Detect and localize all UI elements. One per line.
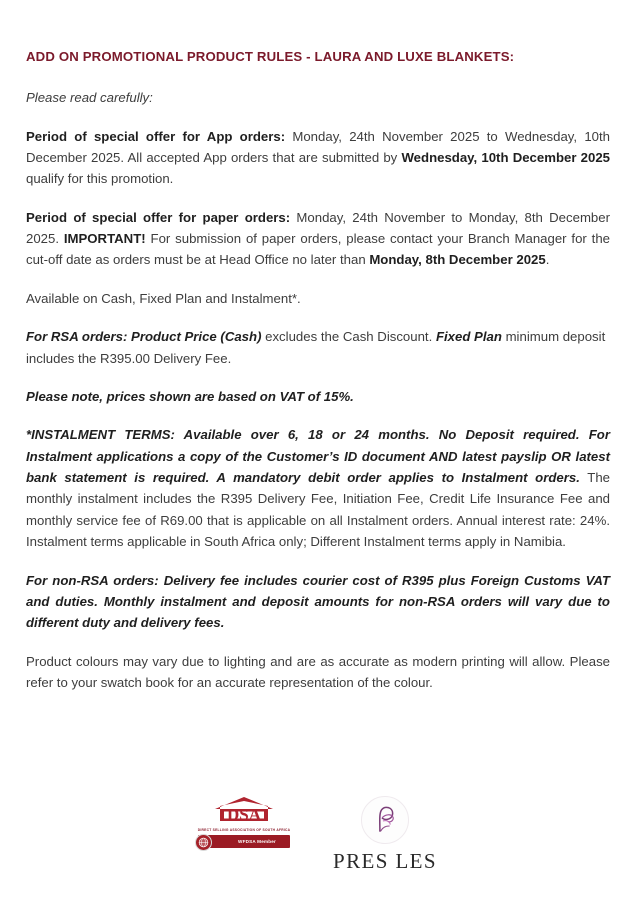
- paragraph-instalment-terms: [26, 424, 610, 552]
- paper-orders-text-1: Monday, 24th November to Monday, 8th December 2025.: [26, 209, 610, 247]
- paragraph-rsa-orders: [26, 326, 610, 369]
- app-orders-text-2: qualify for this promotion.: [26, 171, 174, 187]
- paragraph-vat-note: [26, 386, 610, 407]
- presles-logo: [330, 796, 440, 874]
- presles-wordmark: PRES LES: [333, 849, 437, 873]
- svg-text:DSA: DSA: [226, 805, 262, 824]
- intro-text: Please read carefully:: [26, 90, 153, 106]
- paper-orders-label: Period of special offer for paper orders:: [26, 209, 291, 225]
- paragraph-non-rsa-orders: [26, 570, 610, 634]
- dsa-wfdsa-banner: [198, 835, 290, 848]
- paragraph-app-orders: [26, 126, 610, 190]
- paragraph-paper-orders: [26, 207, 610, 271]
- dsa-banner-text: WFDSA Member: [238, 839, 276, 844]
- instalment-terms-emphasis: *INSTALMENT TERMS: Available over 6, 18 or 24 months. No Deposit required. For Instalment applications a copy of the Customer’s ID document AND latest payslip OR latest bank statement is required. A mandatory debit order applies to Instalment orders.: [26, 427, 610, 486]
- paper-orders-important: IMPORTANT!: [63, 231, 146, 247]
- globe-icon: [195, 834, 212, 851]
- paper-orders-bold-date: Monday, 8th December 2025: [369, 252, 546, 268]
- rsa-orders-emphasis: Fixed Plan: [435, 329, 502, 345]
- paragraph-colour-note: Product colours may vary due to lighting and are as accurate as modern printing will allow. Please refer to your swatch book for an accurate representation of the colour.: [26, 653, 610, 691]
- rsa-orders-text-1: excludes the Cash Discount.: [261, 329, 436, 345]
- non-rsa-orders-text: For non-RSA orders: Delivery fee includes courier cost of R395 plus Foreign Customs VAT and duties. Monthly instalment and deposit amounts for non-RSA orders will vary due to different duty and delivery fees.: [26, 572, 610, 631]
- vat-note-text: Please note, prices shown are based on VAT of 15%.: [26, 388, 354, 404]
- rsa-orders-text-2: minimum deposit includes the R395.00 Delivery Fee.: [26, 329, 606, 366]
- page-title: ADD ON PROMOTIONAL PRODUCT RULES - LAURA AND LUXE BLANKETS:: [26, 49, 515, 64]
- dsa-house-icon: [209, 796, 279, 826]
- dsa-logo: [196, 796, 292, 848]
- paper-orders-text-3: .: [545, 252, 550, 268]
- app-orders-text-1: Monday, 24th November 2025 to Wednesday, 10th December 2025. All accepted App orders that are submitted by: [26, 128, 610, 165]
- rsa-orders-lead: For RSA orders: Product Price (Cash): [26, 329, 262, 345]
- dsa-subtitle: DIRECT SELLING ASSOCIATION OF SOUTH AFRICA: [197, 828, 291, 832]
- paragraph-available: Available on Cash, Fixed Plan and Instalment*.: [26, 290, 301, 306]
- footer-logo-row: [0, 796, 636, 874]
- paper-orders-text-2: For submission of paper orders, please contact your Branch Manager for the cut-off date as orders must be at Head Office no later than: [26, 231, 610, 268]
- instalment-terms-rest: The monthly instalment includes the R395 Delivery Fee, Initiation Fee, Credit Life Insurance Fee and monthly service fee of R69.00 that is applicable on all Instalment orders. Annual interest rate: 24%. Instalment terms applicable in South Africa only; Different Instalment terms apply in Namibia.: [26, 470, 610, 550]
- app-orders-bold-date: Wednesday, 10th December 2025: [401, 149, 610, 165]
- presles-monogram-icon: [361, 796, 409, 844]
- app-orders-label: Period of special offer for App orders:: [26, 128, 286, 144]
